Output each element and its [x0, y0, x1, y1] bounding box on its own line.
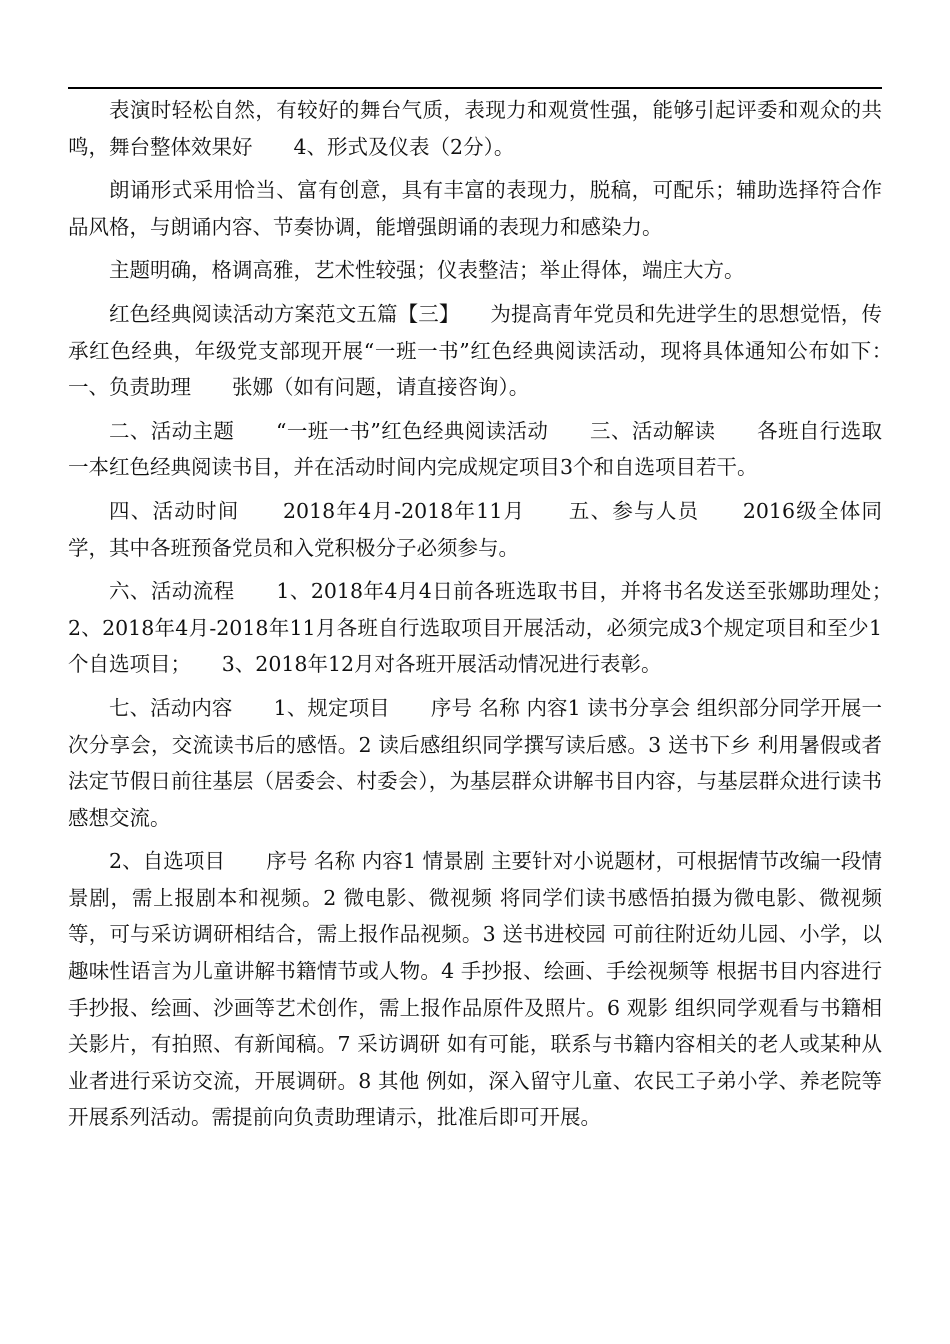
paragraph: 二、活动主题 “一班一书”红色经典阅读活动 三、活动解读 各班自行选取一本红色经典阅读书目，并在活动时间内完成规定项目3个和自选项目若干。	[68, 418, 882, 480]
header-rule	[68, 87, 882, 89]
paragraph: 朗诵形式采用恰当、富有创意，具有丰富的表现力，脱稿，可配乐；辅助选择符合作品风格，与朗诵内容、节奏协调，能增强朗诵的表现力和感染力。	[68, 178, 882, 239]
paragraph: 六、活动流程 1、2018年4月4日前各班选取书目，并将书名发送至张娜助理处； 2、2018年4月-2018年11月各班自行选取项目开展活动，必须完成3个规定项目和至少1个自选项目； 3、2018年12月对各班开展活动情况进行表彰。	[68, 579, 923, 677]
paragraph: 主题明确，格调高雅，艺术性较强；仪表整洁；举止得体，端庄大方。	[109, 258, 745, 283]
paragraph: 2、自选项目 序号 名称 内容1 情景剧 主要针对小说题材，可根据情节改编一段情景剧，需上报剧本和视频。2 微电影、微视频 将同学们读书感悟拍摄为微电影、微视频等，可与采访调研相结合，需上报作品视频。3 送书进校园 可前往附近幼儿园、小学，以趣味性语言为儿童讲解书籍情节或人物。4 手抄报、绘画、手绘视频等 根据书目内容进行手抄报、绘画、沙画等艺术创作，需上报作品原件及照片。6 观影 组织同学观看与书籍相关影片，有拍照、有新闻稿。7 采访调研 如有可能，联系与书籍内容相关的老人或某种从业者进行采访交流，开展调研。8 其他 例如，深入留守儿童、农民工子弟小学、养老院等开展系列活动。需提前向负责助理请示，批准后即可开展。	[68, 849, 882, 1130]
paragraph: 四、活动时间 2018年4月-2018年11月 五、参与人员 2016级全体同学，其中各班预备党员和入党积极分子必须参与。	[68, 498, 882, 560]
paragraph: 七、活动内容 1、规定项目 序号 名称 内容1 读书分享会 组织部分同学开展一次分享会，交流读书后的感悟。2 读后感组织同学撰写读后感。3 送书下乡 利用暑假或者法定节假日前往基层（居委会、村委会），为基层群众讲解书目内容，与基层群众进行读书感想交流。	[68, 695, 882, 830]
paragraph: 表演时轻松自然，有较好的舞台气质，表现力和观赏性强，能够引起评委和观众的共鸣，舞台整体效果好 4、形式及仪表（2分）。	[68, 98, 882, 159]
document-body	[68, 92, 923, 1143]
paragraph: 红色经典阅读活动方案范文五篇【三】 为提高青年党员和先进学生的思想觉悟，传承红色经典，年级党支部现开展“一班一书”红色经典阅读活动，现将具体通知公布如下： 一、负责助理 张娜（如有问题，请直接咨询）。	[68, 301, 923, 400]
